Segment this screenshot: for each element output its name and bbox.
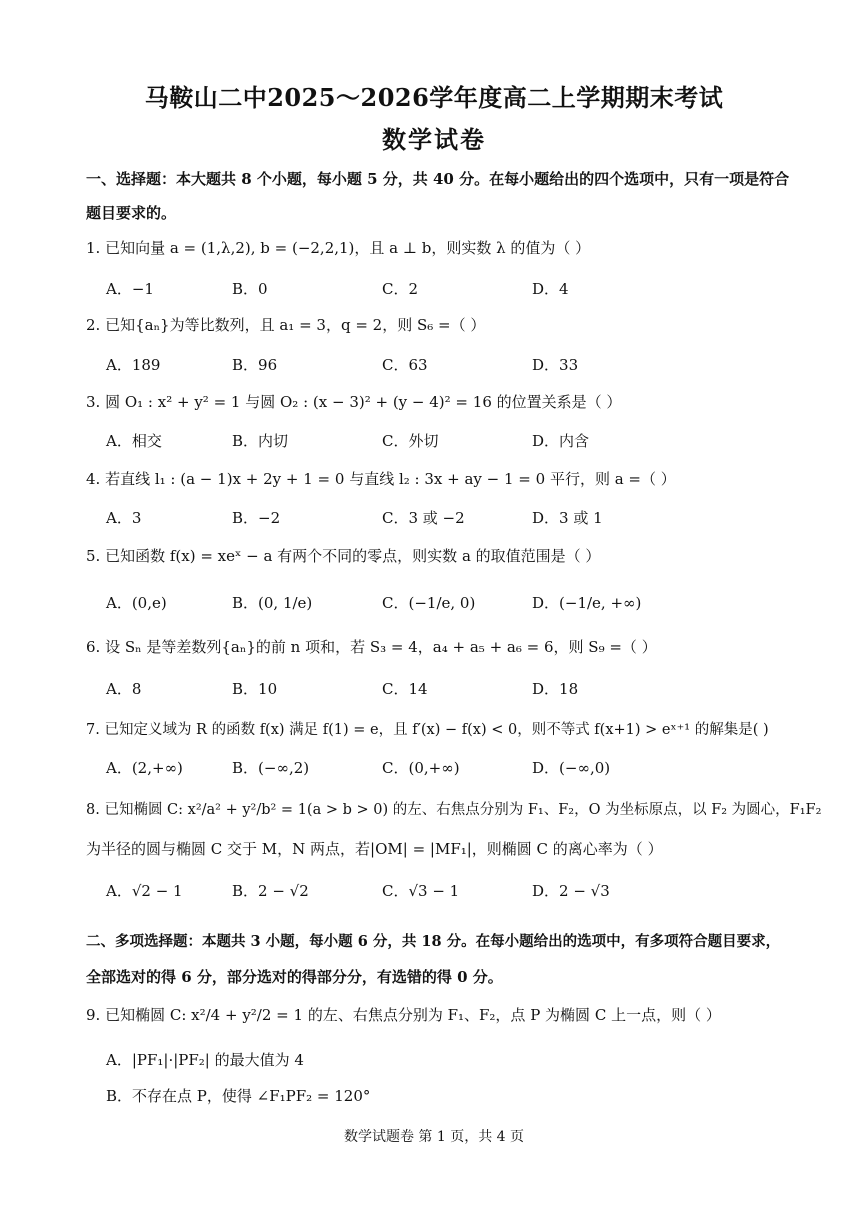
question-4-option-d: D．3 或 1: [532, 509, 603, 527]
question-6-option-c: C．14: [382, 680, 428, 698]
question-2-stem: 2. 已知{aₙ}为等比数列，且 a₁ = 3，q = 2，则 S₆ =（ ）: [86, 316, 486, 334]
question-1-option-b: B．0: [232, 280, 268, 298]
question-7-option-a: A．(2,+∞): [106, 759, 183, 777]
section1-heading-line1: 一、选择题：本大题共 8 个小题，每小题 5 分，共 40 分。在每小题给出的四个选项中，只有一项是符合: [86, 170, 790, 188]
question-4-option-b: B．−2: [232, 509, 281, 527]
section2-heading-line1: 二、多项选择题：本题共 3 小题，每小题 6 分，共 18 分。在每小题给出的选项中，有多项符合题目要求，: [86, 933, 781, 950]
page-footer: 数学试题卷 第 1 页，共 4 页: [343, 1129, 525, 1145]
question-1-option-c: C．2: [382, 280, 419, 298]
section1-heading-line2: 题目要求的。: [86, 204, 177, 222]
question-1-stem: 1. 已知向量 a = (1,λ,2), b = (−2,2,1)，且 a ⊥ b，则实数 λ 的值为（ ）: [86, 239, 591, 257]
question-5-option-a: A．(0,e): [106, 594, 167, 612]
question-4-option-a: A．3: [106, 509, 142, 527]
question-8-stem-line2: 为半径的圆与椭圆 C 交于 M，N 两点，若|OM| = |MF₁|，则椭圆 C 的离心率为（ ）: [86, 840, 663, 858]
question-2-option-d: D．33: [532, 356, 579, 374]
question-8-option-d: D．2 − √3: [532, 882, 610, 900]
exam-subtitle: 数学试卷: [382, 125, 486, 154]
section2-heading-line2: 全部选对的得 6 分，部分选对的得部分分，有选错的得 0 分。: [86, 968, 503, 986]
question-2-option-c: C．63: [382, 356, 428, 374]
question-7-stem: 7. 已知定义域为 R 的函数 f(x) 满足 f(1) = e，且 f′(x) − f(x) < 0，则不等式 f(x+1) > eˣ⁺¹ 的解集是( ): [86, 722, 769, 738]
question-8-option-c: C．√3 − 1: [382, 882, 460, 900]
question-6-stem: 6. 设 Sₙ 是等差数列{aₙ}的前 n 项和，若 S₃ = 4，a₄ + a₅ + a₆ = 6，则 S₉ =（ ）: [86, 638, 657, 656]
question-1-option-d: D．4: [532, 280, 569, 298]
exam-title: 马鞍山二中2025～2026学年度高二上学期期末考试: [144, 83, 724, 112]
question-5-option-d: D．(−1/e, +∞): [532, 594, 642, 612]
question-8-option-b: B．2 − √2: [232, 882, 309, 900]
question-9-option-a: A．|PF₁|·|PF₂| 的最大值为 4: [106, 1051, 304, 1069]
question-2-option-a: A．189: [106, 356, 161, 374]
question-9-stem: 9. 已知椭圆 C: x²/4 + y²/2 = 1 的左、右焦点分别为 F₁、F₂，点 P 为椭圆 C 上一点，则（ ）: [86, 1006, 721, 1024]
question-7-option-d: D．(−∞,0): [532, 759, 611, 777]
question-3-stem: 3. 圆 O₁ : x² + y² = 1 与圆 O₂ : (x − 3)² + (y − 4)² = 16 的位置关系是（ ）: [86, 393, 622, 411]
question-7-option-c: C．(0,+∞): [382, 759, 460, 777]
question-9-option-b: B．不存在点 P，使得 ∠F₁PF₂ = 120°: [106, 1087, 371, 1105]
question-8-option-a: A．√2 − 1: [106, 882, 183, 900]
question-3-option-d: D．内含: [532, 432, 590, 450]
question-7-option-b: B．(−∞,2): [232, 759, 310, 777]
question-2-option-b: B．96: [232, 356, 278, 374]
question-8-stem: 8. 已知椭圆 C: x²/a² + y²/b² = 1(a > b > 0) 的左、右焦点分别为 F₁、F₂，O 为坐标原点，以 F₂ 为圆心，F₁F₂: [86, 802, 822, 818]
question-4-stem: 4. 若直线 l₁ : (a − 1)x + 2y + 1 = 0 与直线 l₂ : 3x + ay − 1 = 0 平行，则 a =（ ）: [86, 470, 676, 488]
question-1-option-a: A．−1: [106, 280, 154, 298]
question-6-option-d: D．18: [532, 680, 579, 698]
question-6-option-b: B．10: [232, 680, 278, 698]
question-5-option-c: C．(−1/e, 0): [382, 594, 476, 612]
question-3-option-c: C．外切: [382, 432, 439, 450]
question-5-stem: 5. 已知函数 f(x) = xeˣ − a 有两个不同的零点，则实数 a 的取值范围是（ ）: [86, 547, 601, 565]
question-3-option-a: A．相交: [106, 432, 162, 450]
question-6-option-a: A．8: [106, 680, 142, 698]
question-4-option-c: C．3 或 −2: [382, 509, 465, 527]
question-5-option-b: B．(0, 1/e): [232, 594, 313, 612]
question-3-option-b: B．内切: [232, 432, 289, 450]
